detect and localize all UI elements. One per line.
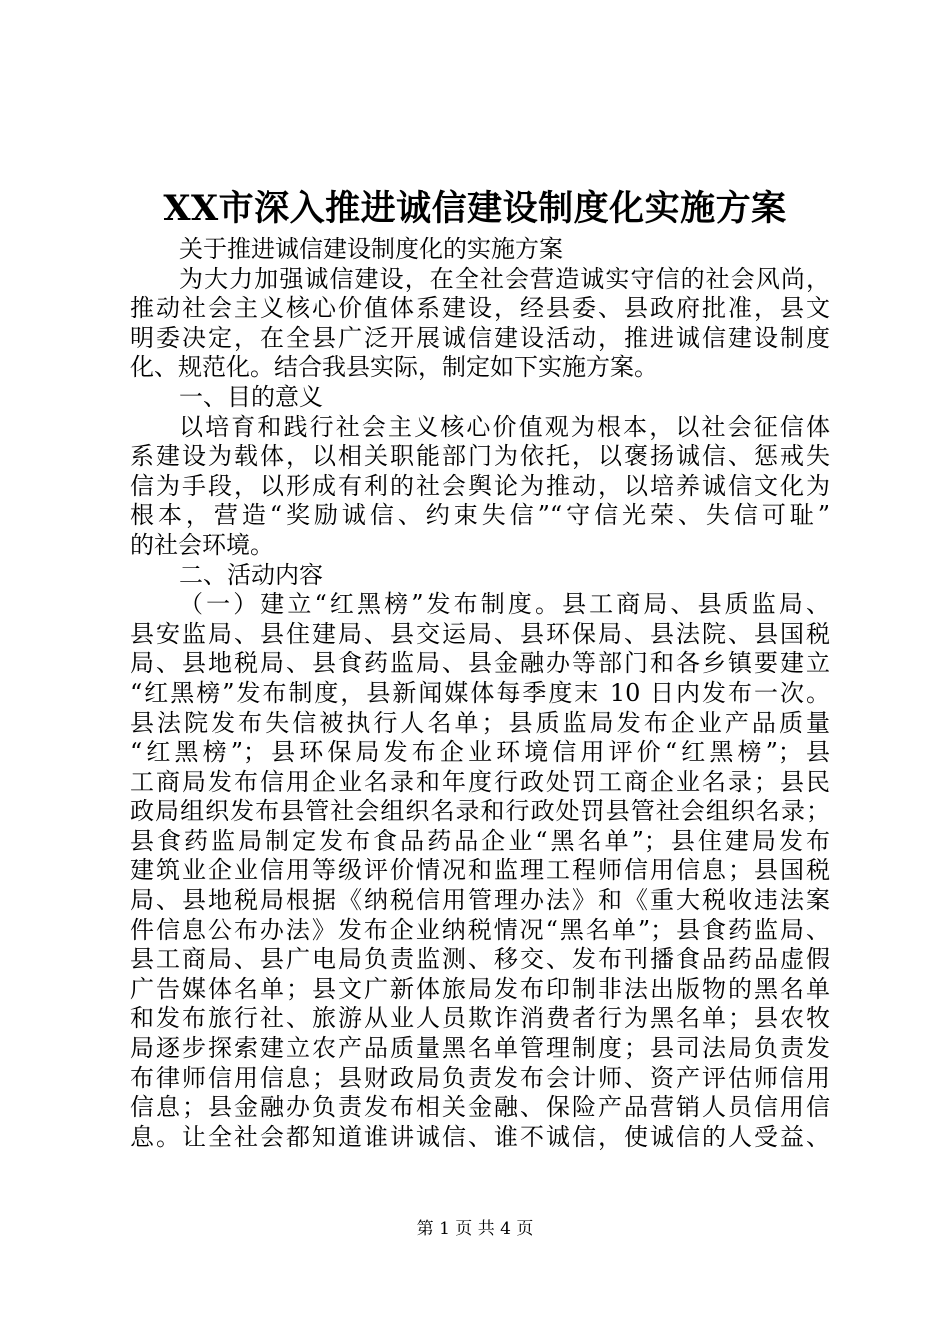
subtitle-line: 关于推进诚信建设制度化的实施方案 [179, 235, 563, 263]
paragraph-line: 广告媒体名单；县文广新体旅局发布印制非法出版物的黑名单 [130, 974, 830, 1003]
paragraph-line: 的社会环境。 [130, 530, 274, 559]
paragraph-line: 化、规范化。结合我县实际，制定如下实施方案。 [130, 353, 658, 382]
paragraph-line: 推动社会主义核心价值体系建设，经县委、县政府批准，县文 [130, 294, 830, 323]
paragraph-line: 县法院发布失信被执行人名单；县质监局发布企业产品质量 [130, 708, 830, 737]
paragraph-line: 县工商局、县广电局负责监测、移交、发布刊播食品药品虚假 [130, 945, 830, 974]
section-heading: 一、目的意义 [179, 382, 323, 411]
paragraph-line: “红黑榜”；县环保局发布企业环境信用评价“红黑榜”；县 [130, 738, 830, 767]
paragraph-line: 和发布旅行社、旅游从业人员欺诈消费者行为黑名单；县农牧 [130, 1004, 830, 1033]
paragraph-line: 布律师信用信息；县财政局负责发布会计师、资产评估师信用 [130, 1063, 830, 1092]
paragraph-line: “红黑榜”发布制度，县新闻媒体每季度末 10 日内发布一次。 [130, 678, 830, 707]
paragraph-line: 明委决定，在全县广泛开展诚信建设活动，推进诚信建设制度 [130, 323, 830, 352]
paragraph-line: 件信息公布办法》发布企业纳税情况“黑名单”；县食药监局、 [130, 915, 830, 944]
document-title: XX市深入推进诚信建设制度化实施方案 [163, 188, 787, 229]
paragraph-line: 信为手段，以形成有利的社会舆论为推动，以培养诚信文化为 [130, 471, 830, 500]
section-heading: 二、活动内容 [179, 560, 323, 589]
paragraph-line: 息。让全社会都知道谁讲诚信、谁不诚信，使诚信的人受益、 [130, 1122, 830, 1151]
paragraph-line: （一）建立“红黑榜”发布制度。县工商局、县质监局、 [179, 590, 830, 619]
paragraph-line: 县安监局、县住建局、县交运局、县环保局、县法院、县国税 [130, 619, 830, 648]
paragraph-line: 局、县地税局根据《纳税信用管理办法》和《重大税收违法案 [130, 886, 830, 915]
paragraph-line: 局、县地税局、县食药监局、县金融办等部门和各乡镇要建立 [130, 649, 830, 678]
paragraph-line: 系建设为载体，以相关职能部门为依托，以褒扬诚信、惩戒失 [130, 442, 830, 471]
paragraph-line: 政局组织发布县管社会组织名录和行政处罚县管社会组织名录； [130, 797, 830, 826]
document-body [130, 235, 830, 1152]
paragraph-line: 为大力加强诚信建设，在全社会营造诚实守信的社会风尚， [179, 264, 830, 293]
paragraph-line: 根本，营造“奖励诚信、约束失信”“守信光荣、失信可耻” [130, 501, 830, 530]
paragraph-line: 以培育和践行社会主义核心价值观为根本，以社会征信体 [179, 412, 830, 441]
paragraph-line: 工商局发布信用企业名录和年度行政处罚工商企业名录；县民 [130, 767, 830, 796]
paragraph-line: 局逐步探索建立农产品质量黑名单管理制度；县司法局负责发 [130, 1034, 830, 1063]
paragraph-line: 信息；县金融办负责发布相关金融、保险产品营销人员信用信 [130, 1093, 830, 1122]
page-number-footer: 第 1 页 共 4 页 [416, 1219, 534, 1239]
paragraph-line: 县食药监局制定发布食品药品企业“黑名单”；县住建局发布 [130, 826, 830, 855]
paragraph-line: 建筑业企业信用等级评价情况和监理工程师信用信息；县国税 [130, 856, 830, 885]
